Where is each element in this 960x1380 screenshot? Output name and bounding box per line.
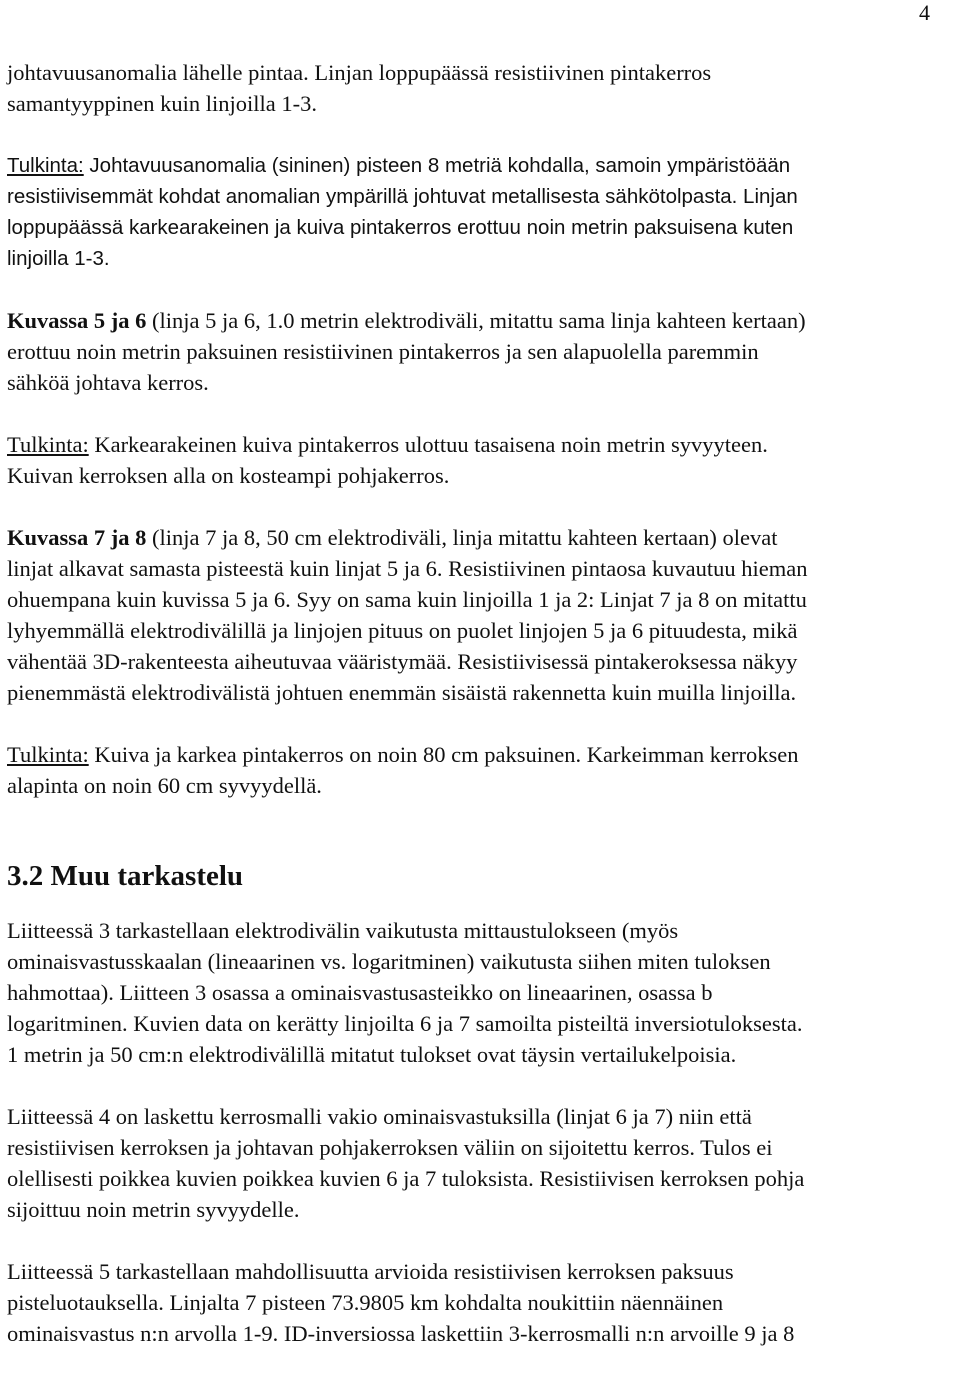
interpretation-label: Tulkinta: [7,742,89,767]
paragraph-appendix-4 [7,1101,953,1225]
interpretation-label: Tulkinta: [7,432,89,457]
text-line: resistiivisen kerroksen ja johtavan pohjakerroksen väliin on sijoitettu kerros. Tulos ei [7,1135,773,1160]
text-line: hahmottaa). Liitteen 3 osassa a ominaisvastusasteikko on lineaarinen, osassa b [7,980,713,1005]
text-line: lyhyemmällä elektrodivälillä ja linjojen pituus on puolet linjojen 5 ja 6 pituudesta, mikä [7,618,798,643]
paragraph-line1-3-continuation [7,57,953,119]
text-line: linjoilla 1-3. [7,247,110,270]
text-line [7,522,953,553]
section-heading: 3.2 Muu tarkastelu [7,860,244,892]
paragraph-interpretation-figures-7-8 [7,739,953,801]
paragraph-appendix-3 [7,915,953,1070]
text-segment: (linja 7 ja 8, 50 cm elektrodiväli, linja mitattu kahteen kertaan) olevat [146,525,778,550]
text-line: ohuempana kuin kuvissa 5 ja 6. Syy on sama kuin linjoilla 1 ja 2: Linjat 7 ja 8 on mitattu [7,587,807,612]
text-segment: Kuiva ja karkea pintakerros on noin 80 cm paksuinen. Karkeimman kerroksen [88,742,799,767]
figure-reference: Kuvassa 7 ja 8 [7,525,147,550]
text-line: Liitteessä 5 tarkastellaan mahdollisuutta arvioida resistiivisen kerroksen paksuus [7,1259,734,1284]
text-line [7,150,953,181]
text-line: samantyyppinen kuin linjoilla 1-3. [7,91,317,116]
interpretation-label: Tulkinta: [7,154,84,177]
text-line [7,305,953,336]
text-line [7,739,953,770]
page-number: 4 [919,0,930,25]
text-line: linjat alkavat samasta pisteestä kuin linjat 5 ja 6. Resistiivinen pintaosa kuvautuu hieman [7,556,808,581]
text-segment: (linja 5 ja 6, 1.0 metrin elektrodiväli, mitattu sama linja kahteen kertaan) [146,308,806,333]
text-line: sijoittuu noin metrin syvyydelle. [7,1197,300,1222]
paragraph-interpretation-figures-5-6 [7,429,953,491]
text-line: loppupäässä karkearakeinen ja kuiva pintakerros erottuu noin metrin paksuisena kuten [7,216,794,239]
text-line: ominaisvastus n:n arvolla 1-9. ID-inversiossa laskettiin 3-kerrosmalli n:n arvoille 9 ja 8 [7,1321,795,1346]
text-line [7,429,953,460]
text-line: Liitteessä 4 on laskettu kerrosmalli vakio ominaisvastuksilla (linjat 6 ja 7) niin että [7,1104,752,1129]
text-line: ominaisvastusskaalan (lineaarinen vs. logaritminen) vaikutusta siihen miten tuloksen [7,949,771,974]
paragraph-appendix-5 [7,1256,953,1349]
text-line: alapinta on noin 60 cm syvyydellä. [7,773,322,798]
text-segment: Johtavuusanomalia (sininen) pisteen 8 metriä kohdalla, samoin ympäristöään [83,154,791,177]
text-line: resistiivisemmät kohdat anomalian ympärillä johtuvat metallisesta sähkötolpasta. Linjan [7,185,798,208]
text-line: Kuivan kerroksen alla on kosteampi pohjakerros. [7,463,450,488]
text-line: vähentää 3D-rakenteesta aiheutuvaa vääristymää. Resistiivisessä pintakeroksessa näkyy [7,649,798,674]
text-line: erottuu noin metrin paksuinen resistiivinen pintakerros ja sen alapuolella paremmin [7,339,759,364]
text-line: pienemmästä elektrodivälistä johtuen enemmän sisäistä rakennetta kuin muilla linjoilla. [7,680,797,705]
text-segment: Karkearakeinen kuiva pintakerros ulottuu tasaisena noin metrin syvyyteen. [88,432,768,457]
text-line: pisteluotauksella. Linjalta 7 pisteen 73.9805 km kohdalta noukittiin näennäinen [7,1290,724,1315]
text-line: sähköä johtava kerros. [7,370,209,395]
text-line: Liitteessä 3 tarkastellaan elektrodivälin vaikutusta mittaustulokseen (myös [7,918,679,943]
document-body [7,57,953,1380]
paragraph-interpretation-line4 [7,150,953,274]
text-line: olellisesti poikkea kuvien poikkea kuvien 6 ja 7 tuloksista. Resistiivisen kerroksen pohja [7,1166,805,1191]
text-line: logaritminen. Kuvien data on kerätty linjoilta 6 ja 7 samoilta pisteiltä inversiotuloksesta. [7,1011,803,1036]
figure-reference: Kuvassa 5 ja 6 [7,308,147,333]
text-line: 1 metrin ja 50 cm:n elektrodivälillä mitatut tulokset ovat täysin vertailukelpoisia. [7,1042,737,1067]
text-line: johtavuusanomalia lähelle pintaa. Linjan loppupäässä resistiivinen pintakerros [7,60,712,85]
paragraph-figures-7-8 [7,522,953,708]
paragraph-figures-5-6 [7,305,953,398]
